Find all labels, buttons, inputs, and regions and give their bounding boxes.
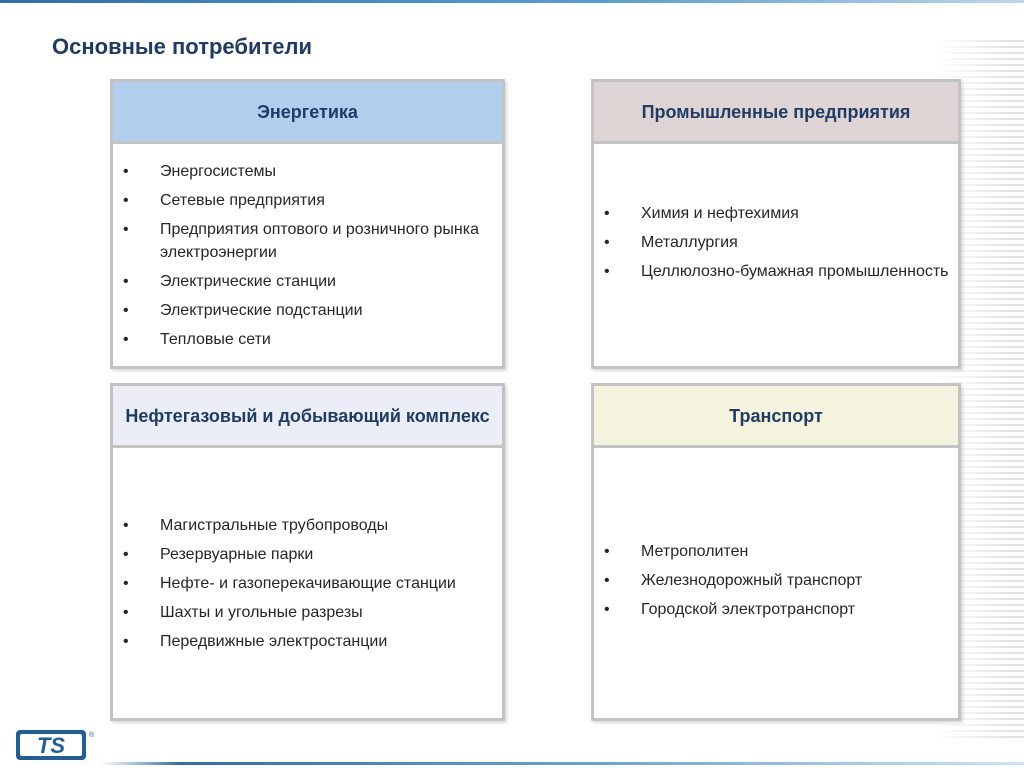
bullet: • [123, 302, 129, 319]
bullet: • [123, 192, 129, 209]
list-item [594, 202, 958, 225]
bullet: • [123, 331, 129, 348]
list-item [594, 540, 958, 563]
panel-header: Нефтегазовый и добывающий комплекс [113, 386, 502, 448]
panel-body [594, 144, 958, 366]
bullet: • [604, 542, 610, 560]
list-item [113, 160, 502, 183]
footer-accent-line [0, 762, 1024, 765]
panel-body [113, 144, 502, 366]
list-item [594, 231, 958, 254]
panel-header: Транспорт [594, 386, 958, 448]
list-item [113, 218, 502, 264]
item-text: Магистральные трубопроводы [160, 516, 389, 534]
panel-transport [591, 383, 961, 721]
item-text: Железнодорожный транспорт [641, 571, 863, 589]
list-item [113, 601, 502, 624]
bullet: • [123, 221, 129, 238]
item-text: Электрические подстанции [160, 302, 363, 319]
item-list [113, 514, 502, 659]
top-accent-line [0, 0, 1024, 3]
list-item [594, 260, 958, 283]
item-text: Резервуарные парки [160, 545, 314, 563]
panel-industrial [591, 79, 961, 369]
item-text: Тепловые сети [160, 331, 271, 348]
item-text: Шахты и угольные разрезы [160, 603, 363, 621]
list-item [594, 598, 958, 621]
item-list [113, 160, 502, 357]
item-list [594, 540, 958, 627]
item-text: Предприятия оптового и розничного рынка электроэнергии [160, 221, 479, 261]
list-item [594, 569, 958, 592]
bullet: • [123, 273, 129, 290]
item-text: Метрополитен [641, 542, 749, 560]
panel-oil-gas [110, 383, 505, 721]
panel-body [113, 448, 502, 718]
list-item [113, 514, 502, 537]
bullet: • [604, 600, 610, 618]
bullet: • [604, 571, 610, 589]
bullet: • [123, 632, 129, 650]
list-item [113, 189, 502, 212]
bullet: • [604, 233, 610, 251]
item-text: Сетевые предприятия [160, 192, 325, 209]
panel-header: Промышленные предприятия [594, 82, 958, 144]
list-item [113, 543, 502, 566]
bullet: • [604, 204, 610, 222]
item-text: Электрические станции [160, 273, 336, 290]
bullet: • [123, 574, 129, 592]
bullet: • [604, 262, 610, 280]
registered-mark: ® [89, 732, 94, 739]
bullet: • [123, 545, 129, 563]
item-text: Химия и нефтехимия [641, 204, 799, 222]
page-title: Основные потребители [52, 34, 312, 59]
list-item [113, 572, 502, 595]
list-item [113, 630, 502, 653]
bullet: • [123, 603, 129, 621]
item-text: Городской электротранспорт [641, 600, 856, 618]
item-text: Энергосистемы [160, 163, 276, 180]
item-text: Нефте- и газоперекачивающие станции [160, 574, 456, 592]
list-item [113, 270, 502, 293]
list-item [113, 299, 502, 322]
item-list [594, 202, 958, 289]
panel-header: Энергетика [113, 82, 502, 144]
company-logo [16, 728, 94, 762]
item-text: Передвижные электростанции [160, 632, 388, 650]
item-text: Целлюлозно-бумажная промышленность [641, 262, 949, 280]
item-text: Металлургия [641, 233, 738, 251]
bullet: • [123, 163, 129, 180]
logo-text: TS [36, 733, 66, 758]
panel-body [594, 448, 958, 718]
panel-energetika [110, 79, 505, 369]
bullet: • [123, 516, 129, 534]
list-item [113, 328, 502, 351]
